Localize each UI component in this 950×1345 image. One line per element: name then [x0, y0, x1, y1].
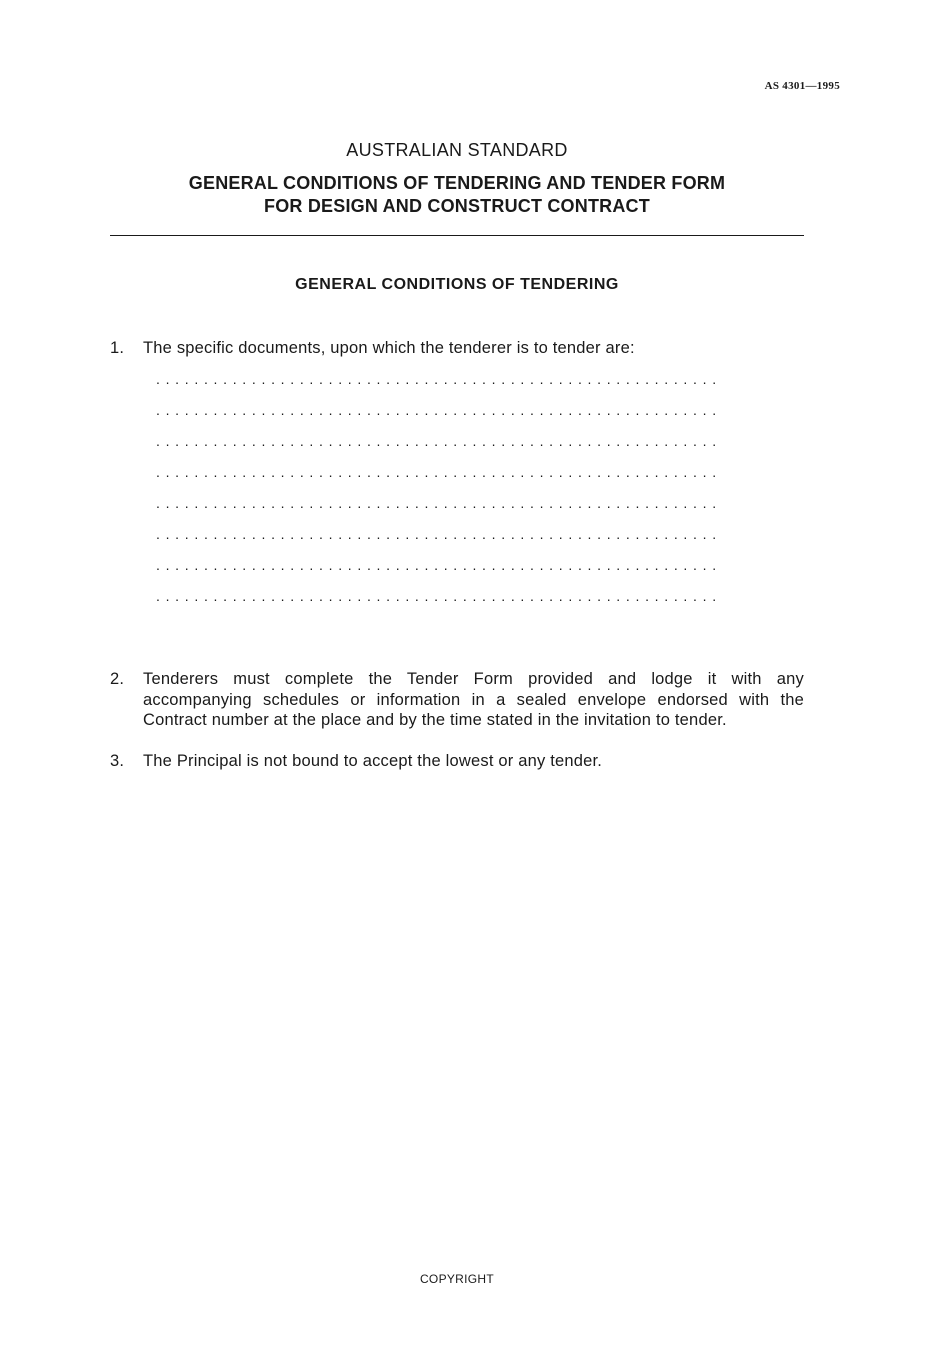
clause-2-number: 2. — [110, 670, 125, 688]
document-title-line-2: FOR DESIGN AND CONSTRUCT CONTRACT — [264, 196, 650, 216]
fill-line-2: ........................................................... — [156, 402, 722, 418]
clause-2 — [110, 669, 804, 731]
title-divider — [110, 235, 804, 236]
document-title — [110, 172, 804, 218]
clause-3-text: The Principal is not bound to accept the lowest or any tender. — [143, 752, 603, 770]
fill-line-6: ........................................................... — [156, 526, 722, 542]
fill-line-5: ........................................................... — [156, 495, 722, 511]
clause-1-number: 1. — [110, 339, 125, 357]
document-reference: AS 4301—1995 — [764, 80, 840, 92]
clause-2-text: Tenderers must complete the Tender Form provided and lodge it with any accompanying schedules or information in a sealed envelope endorsed with the Contract number at the place and by the time stated in the invitation to tender. — [143, 670, 804, 729]
document-title-line-1: GENERAL CONDITIONS OF TENDERING AND TENDER FORM — [188, 173, 726, 193]
clause-3-number: 3. — [110, 752, 125, 770]
copyright-notice: COPYRIGHT — [419, 1272, 495, 1286]
documents-fill-lines — [156, 369, 804, 617]
clause-1 — [110, 338, 804, 359]
fill-line-8: ........................................................... — [156, 588, 722, 604]
standard-label: AUSTRALIAN STANDARD — [346, 140, 568, 160]
fill-line-7: ........................................................... — [156, 557, 722, 573]
clause-3 — [110, 751, 804, 772]
section-heading: GENERAL CONDITIONS OF TENDERING — [295, 276, 619, 293]
clause-1-text: The specific documents, upon which the tenderer is to tender are: — [143, 339, 635, 357]
fill-line-1: ........................................................... — [156, 371, 722, 387]
fill-line-3: ........................................................... — [156, 433, 722, 449]
fill-line-4: ........................................................... — [156, 464, 722, 480]
